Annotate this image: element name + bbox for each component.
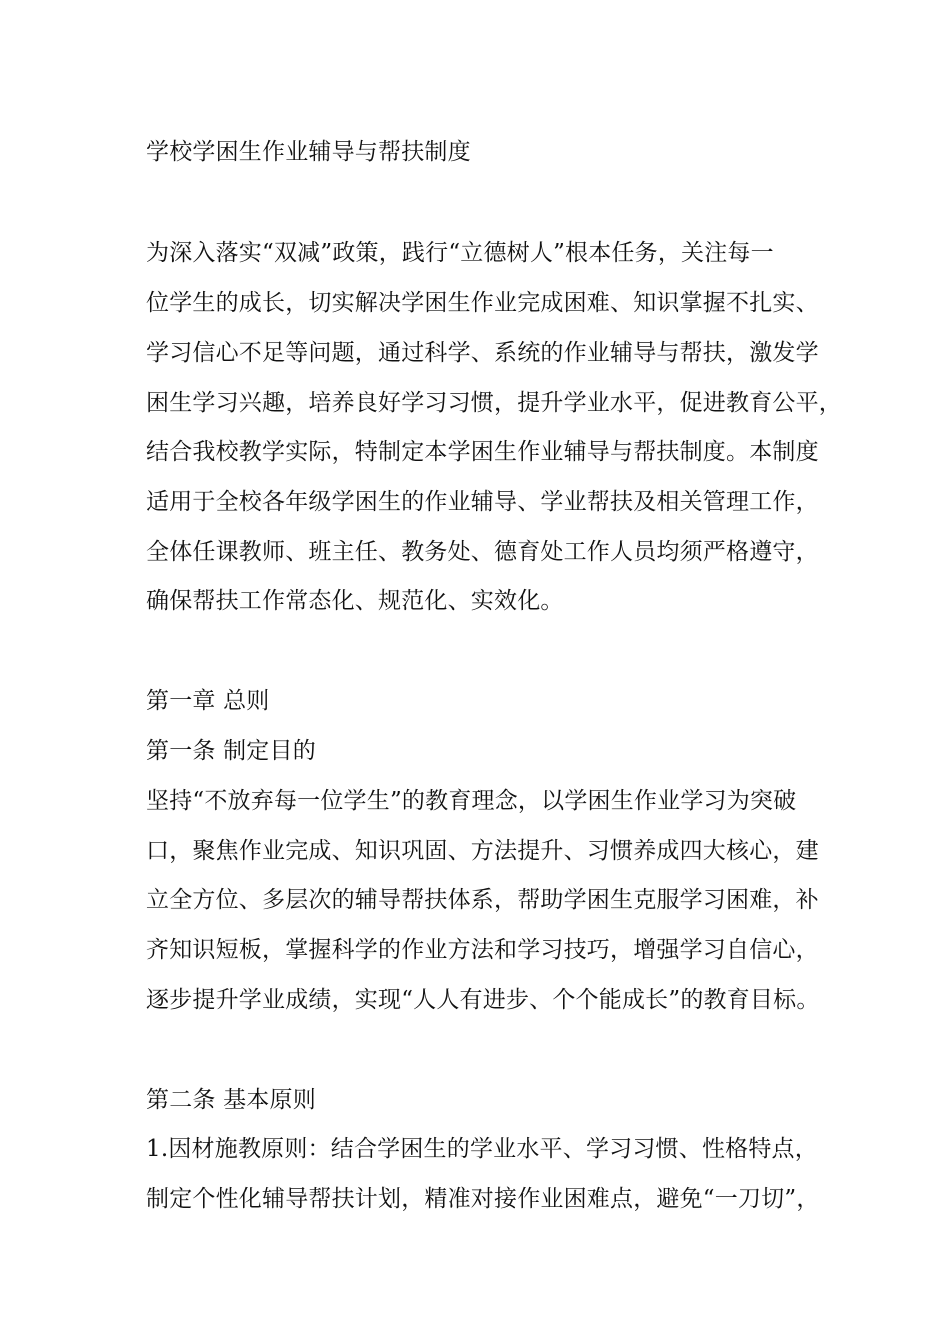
intro-line: 学习信心不足等问题，通过科学、系统的作业辅导与帮扶，激发学	[146, 340, 819, 366]
intro-line: 结合我校教学实际，特制定本学困生作业辅导与帮扶制度。本制度	[146, 439, 819, 465]
chapter-heading: 第一章 总则	[146, 688, 270, 714]
article1-line: 口，聚焦作业完成、知识巩固、方法提升、习惯养成四大核心，建	[146, 838, 819, 864]
intro-line: 全体任课教师、班主任、教务处、德育处工作人员均须严格遵守，	[146, 539, 819, 565]
article1-line: 立全方位、多层次的辅导帮扶体系，帮助学困生克服学习困难，补	[146, 887, 819, 913]
intro-line: 确保帮扶工作常态化、规范化、实效化。	[146, 588, 564, 614]
article1-line: 逐步提升学业成绩，实现“人人有进步、个个能成长”的教育目标。	[146, 987, 820, 1013]
article2-line: 1.因材施教原则：结合学困生的学业水平、学习习惯、性格特点，	[146, 1136, 818, 1162]
document-title: 学校学困生作业辅导与帮扶制度	[146, 139, 471, 165]
intro-line: 困生学习兴趣，培养良好学习习惯，提升学业水平，促进教育公平，	[146, 390, 842, 416]
article1-line: 齐知识短板，掌握科学的作业方法和学习技巧，增强学习自信心，	[146, 937, 819, 963]
article-heading: 第二条 基本原则	[146, 1087, 316, 1113]
intro-line: 为深入落实“双减”政策，践行“立德树人”根本任务，关注每一	[146, 240, 774, 266]
intro-line: 位学生的成长，切实解决学困生作业完成困难、知识掌握不扎实、	[146, 290, 819, 316]
article-heading: 第一条 制定目的	[146, 738, 316, 764]
intro-line: 适用于全校各年级学困生的作业辅导、学业帮扶及相关管理工作，	[146, 489, 819, 515]
article2-line: 制定个性化辅导帮扶计划，精准对接作业困难点，避免“一刀切”，	[146, 1186, 820, 1212]
article1-line: 坚持“不放弃每一位学生”的教育理念，以学困生作业学习为突破	[146, 788, 797, 814]
